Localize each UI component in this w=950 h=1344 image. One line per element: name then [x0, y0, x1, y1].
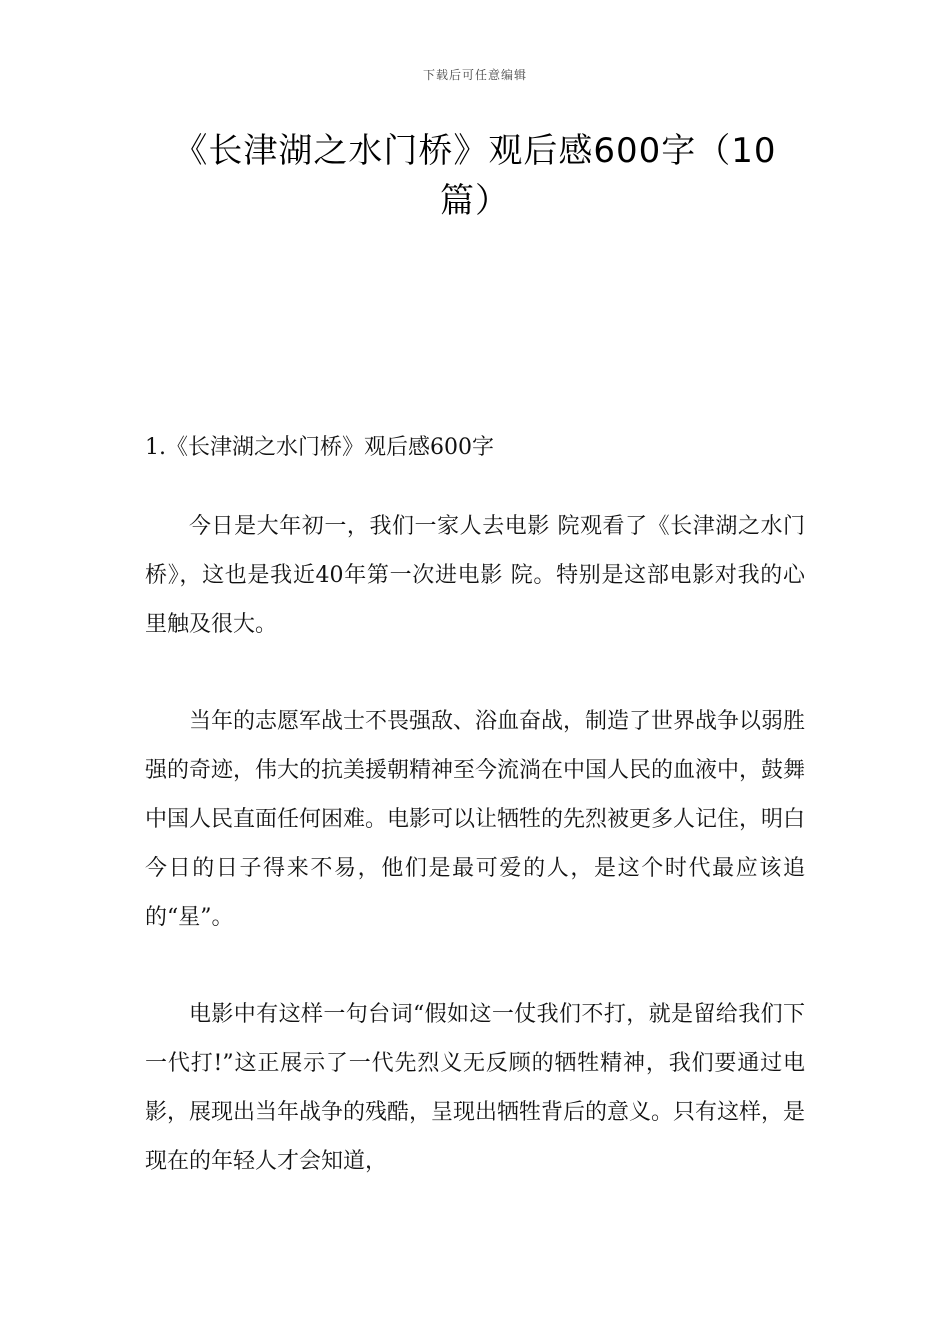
- document-title: 《长津湖之水门桥》观后感600字（10篇）: [173, 131, 777, 221]
- paragraph: 今日是大年初一，我们一家人去电影 院观看了《长津湖之水门桥》，这也是我近40年第一次进电影 院。特别是这部电影对我的心里触及很大。: [145, 514, 805, 637]
- header-note: 下载后可任意编辑: [422, 68, 527, 82]
- paragraph: 电影中有这样一句台词“假如这一仗我们不打，就是留给我们下一代打!”这正展示了一代先烈义无反顾的牺牲精神，我们要通过电影，展现出当年战争的残酷，呈现出牺牲背后的意义。只有这样，是现在的年轻人才会知道，: [145, 1002, 806, 1174]
- section-heading: 1.《长津湖之水门桥》观后感600字: [145, 435, 494, 460]
- document-body: [145, 430, 805, 1234]
- paragraph: 当年的志愿军战士不畏强敌、浴血奋战，制造了世界战争以弱胜强的奇迹，伟大的抗美援朝精神至今流淌在中国人民的血液中，鼓舞中国人民直面任何困难。电影可以让牺牲的先烈被更多人记住，明白今日的日子得来不易，他们是最可爱的人，是这个时代最应该追的“星”。: [145, 709, 806, 930]
